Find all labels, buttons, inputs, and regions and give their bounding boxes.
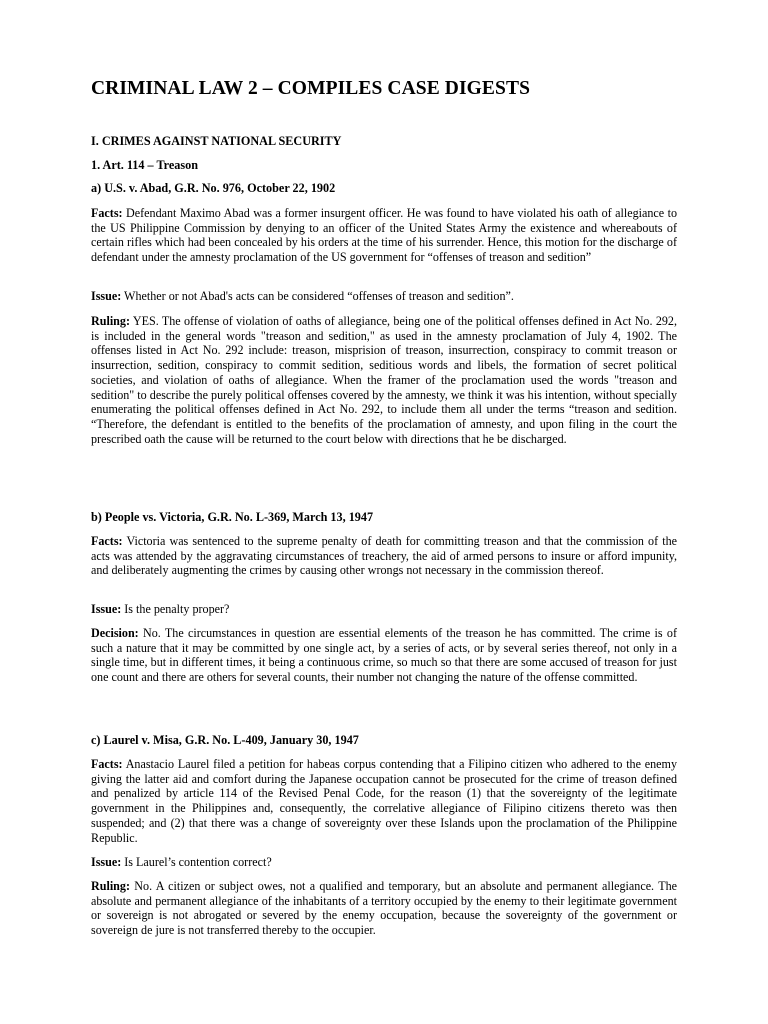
case-heading-abad: a) U.S. v. Abad, G.R. No. 976, October 22, 1902 (91, 181, 336, 195)
ruling-label: Ruling: (91, 314, 130, 328)
ruling-text: No. A citizen or subject owes, not a qualified and temporary, but an absolute and permanent allegiance. The absolute and permanent allegiance of the inhabitants of a territory occupied by the enemy to their legitimate government or sovereign is not abrogated or severed by the enemy occupation, because the sovereignty of the government or sovereign de jure is not transferred thereby to the occupier. (91, 879, 677, 938)
article-heading: 1. Art. 114 – Treason (91, 158, 198, 172)
issue-text: Is Laurel’s contention correct? (121, 855, 272, 869)
facts-text: Victoria was sentenced to the supreme penalty of death for committing treason and that the commission of the acts was attended by the aggravating circumstances of treachery, the aid of armed persons to insure or afford impunity, and deliberately augmenting the crimes by causing other wrongs not necessary in the commission thereof. (91, 534, 677, 578)
case-heading-laurel: c) Laurel v. Misa, G.R. No. L-409, January 30, 1947 (91, 733, 359, 747)
issue-label: Issue: (91, 602, 122, 616)
laurel-facts-paragraph (91, 757, 677, 845)
laurel-ruling-paragraph (91, 879, 677, 938)
abad-facts-paragraph (91, 206, 677, 265)
facts-text: Defendant Maximo Abad was a former insurgent officer. He was found to have violated his oath of allegiance to the US Philippine Commission by denying to an officer of the United States Army the existence and whereabouts of certain rifles which had been concealed by his orders at the time of his surrender. Hence, this motion for the discharge of defendant under the amnesty proclamation of the US government for “offenses of treason and sedition” (91, 206, 677, 265)
issue-text: Is the penalty proper? (121, 602, 230, 616)
decision-text: No. The circumstances in question are essential elements of the treason he has committed. The crime is of such a nature that it may be committed by one single act, by a series of acts, or by several series thereof, not only in a single time, but in different times, it being a continuous crime, so much so that there are some accused of treason for just one count and there are others for several counts, their number not changing the nature of the offense committed. (91, 626, 677, 685)
victoria-facts-paragraph (91, 534, 677, 578)
issue-label: Issue: (91, 289, 122, 303)
laurel-issue-paragraph (91, 855, 677, 870)
victoria-issue-paragraph (91, 602, 677, 617)
abad-ruling-paragraph (91, 314, 677, 446)
ruling-label: Ruling: (91, 879, 130, 893)
document-title: CRIMINAL LAW 2 – COMPILES CASE DIGESTS (91, 78, 531, 99)
ruling-text: YES. The offense of violation of oaths of allegiance, being one of the political offenses defined in Act No. 292, is included in the general words "treason and sedition," as used in the amnesty proclamation of July 4, 1902. The offenses listed in Act No. 292 include: treason, misprision of treason, insurrection, conspiracy to commit treason or insurrection, sedition, conspiracy to commit sedition, seditious words and libels, the formation of secret political societies, and violation of oaths of allegiance. When the framer of the proclamation used the words "treason and sedition" to describe the purely political offenses covered by the amnesty, we think it was his intention, without specially enumerating the political offenses defined in Act No. 292, to include them all under the terms “treason and sedition. “Therefore, the defendant is entitled to the benefits of the proclamation of amnesty, and upon filing in the court the prescribed oath the cause will be returned to the court below with directions that he be discharged. (91, 314, 677, 446)
facts-label: Facts: (91, 757, 123, 771)
facts-label: Facts: (91, 534, 123, 548)
section-heading: I. CRIMES AGAINST NATIONAL SECURITY (91, 134, 342, 148)
victoria-decision-paragraph (91, 626, 677, 685)
decision-label: Decision: (91, 626, 139, 640)
abad-issue-paragraph (91, 289, 677, 304)
case-heading-victoria: b) People vs. Victoria, G.R. No. L-369, March 13, 1947 (91, 510, 374, 524)
facts-text: Anastacio Laurel filed a petition for habeas corpus contending that a Filipino citizen who adhered to the enemy giving the latter aid and comfort during the Japanese occupation cannot be prosecuted for the crime of treason defined and penalized by article 114 of the Revised Penal Code, for the reason (1) that the sovereignty of the legitimate government in the Philippines and, consequently, the correlative allegiance of Filipino citizens thereto was then suspended; and (2) that there was a change of sovereignty over these Islands upon the proclamation of the Philippine Republic. (91, 757, 677, 845)
issue-text: Whether or not Abad's acts can be considered “offenses of treason and sedition”. (121, 289, 514, 303)
facts-label: Facts: (91, 206, 123, 220)
issue-label: Issue: (91, 855, 122, 869)
